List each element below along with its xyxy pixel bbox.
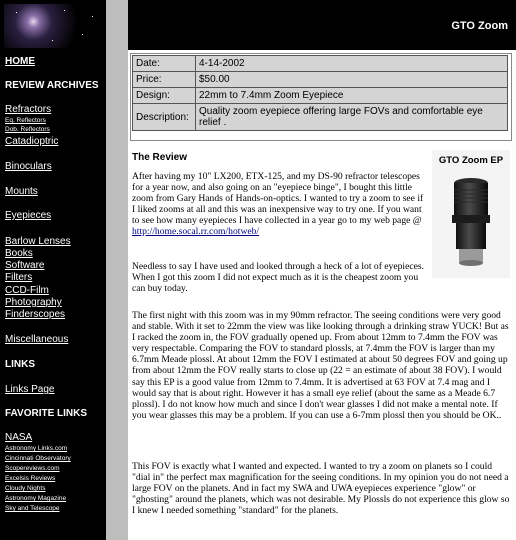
product-photo	[432, 150, 510, 278]
nav-books[interactable]: Books	[5, 248, 33, 259]
nav-software[interactable]: Software	[5, 260, 45, 271]
info-table	[132, 55, 508, 131]
galaxy-logo	[4, 4, 102, 48]
review-heading: The Review	[132, 152, 188, 163]
eyepiece-image	[432, 150, 510, 278]
photo-caption: GTO Zoom EP	[438, 155, 504, 166]
link-sky-and-telescope[interactable]: Sky and Telescope	[5, 505, 60, 512]
left-sidebar	[0, 0, 106, 540]
link-nasa[interactable]: NASA	[5, 432, 33, 443]
date-label: Date:	[133, 56, 196, 72]
review-paragraph-4: This FOV is exactly what I wanted and expected. I wanted to try a zoom on planets so I could "dial in" the perfect max magnification for the seeing conditions. In my opinion you do not need a large FOV on the planets. And in fact my SWA and UWA eyepieces experience "glow" or "ghosting" around the planets, which was not desirable. My Plossls do not experience this glow so I knew I needed something "standard" for the planets.	[132, 461, 510, 517]
review-paragraph-2: Needless to say I have used and looked through a heck of a lot of eyepieces. When I got this zoom I did not expect much as it is the cheapest zoom you can buy today.	[132, 261, 424, 295]
section-links: LINKS	[5, 359, 35, 370]
price-label: Price:	[133, 72, 196, 88]
section-favorite-links: FAVORITE LINKS	[5, 408, 88, 419]
table-row	[133, 72, 508, 88]
review-paragraph-3: The first night with this zoom was in my 90mm refractor. The seeing conditions were very good and stable. With it set to 22mm the view was like looking through a drinking straw YUCK! But as I racked the zoom in, the FOV gradually opened up. From about 12mm to 7.4mm the FOV was very respectable. Comparing the FOV to standard plossls, at 7.4mm the FOV is larger than my 6.7mm Meade plossl. At about 12mm the FOV I estimated at about 50 degrees FOV and going up from about 12mm the FOV really starts to close up (22 = an estimate of about 38 FOV). I would say this EP is a good value from 12mm to 7.4mm. It is advertised at 63 FOV at 7.4 mag and I would say that is about right. However it has a small eye relief (about the same as a Meade 6.7 plossl). I do not know how much and since I don't wear glasses I did not make a mental note. If you wear glasses this may be a problem. If you can use a 6-7mm plossl then you should be OK..	[132, 310, 509, 421]
link-cloudy-nights[interactable]: Cloudy Nights	[5, 485, 46, 492]
link-excelsis-reviews[interactable]: Excelsis Reviews	[5, 475, 56, 482]
design-label: Design:	[133, 88, 196, 104]
nav-eyepieces[interactable]: Eyepieces	[5, 210, 52, 221]
nav-barlow-lenses[interactable]: Barlow Lenses	[5, 236, 71, 247]
table-row	[133, 56, 508, 72]
date-value: 4-14-2002	[196, 56, 508, 72]
description-value: Quality zoom eyepiece offering large FOVs and comfortable eye relief .	[196, 104, 508, 131]
nav-binoculars[interactable]: Binoculars	[5, 161, 52, 172]
nav-dob-reflectors[interactable]: Dob. Reflectors	[5, 126, 50, 133]
homepage-link[interactable]: http://home.socal.rr.com/hotweb/	[132, 226, 260, 238]
review-paragraph-1: After having my 10" LX200, ETX-125, and my DS-90 refractor telescopes for a year now, and also going on an "eyepiece binge", I bought this little zoom from Gary Hands of Hands-on-optics. I wanted to try a zoom to see if I liked zooms at all and this was an inexpensive way to try one. If you want to see how many eyepieces I have collected in a year go to my web page @ http://home.socal.rr.com/hotweb/	[132, 171, 424, 238]
nav-finderscopes[interactable]: Finderscopes	[5, 309, 66, 320]
link-cincinnati-observatory[interactable]: Cincinnati Observatory	[5, 455, 71, 462]
link-scopereviews[interactable]: Scopereviews.com	[5, 465, 60, 472]
description-label: Description:	[133, 104, 196, 131]
nav-home[interactable]: HOME	[5, 56, 35, 67]
header-bar	[128, 0, 516, 50]
nav-photography[interactable]: Photography	[5, 297, 62, 308]
nav-ccd-film[interactable]: CCD-Film	[5, 285, 49, 296]
table-row	[133, 88, 508, 104]
nav-catadioptric[interactable]: Catadioptric	[5, 136, 59, 147]
design-value: 22mm to 7.4mm Zoom Eyepiece	[196, 88, 508, 104]
page-title: GTO Zoom	[451, 20, 508, 32]
price-value: $50.00	[196, 72, 508, 88]
nav-links-page[interactable]: Links Page	[5, 384, 55, 395]
nav-mounts[interactable]: Mounts	[5, 186, 38, 197]
table-row	[133, 104, 508, 131]
nav-refractors[interactable]: Refractors	[5, 104, 52, 115]
link-astronomy-links[interactable]: Astronomy Links.com	[5, 445, 68, 452]
link-astronomy-magazine[interactable]: Astronomy Magazine	[5, 495, 67, 502]
nav-miscellaneous[interactable]: Miscellaneous	[5, 334, 69, 345]
nav-filters[interactable]: Filters	[5, 272, 33, 283]
divider-strip	[106, 0, 128, 540]
nav-eq-reflectors[interactable]: Eq. Reflectors	[5, 117, 46, 124]
section-review-archives: REVIEW ARCHIVES	[5, 80, 99, 91]
